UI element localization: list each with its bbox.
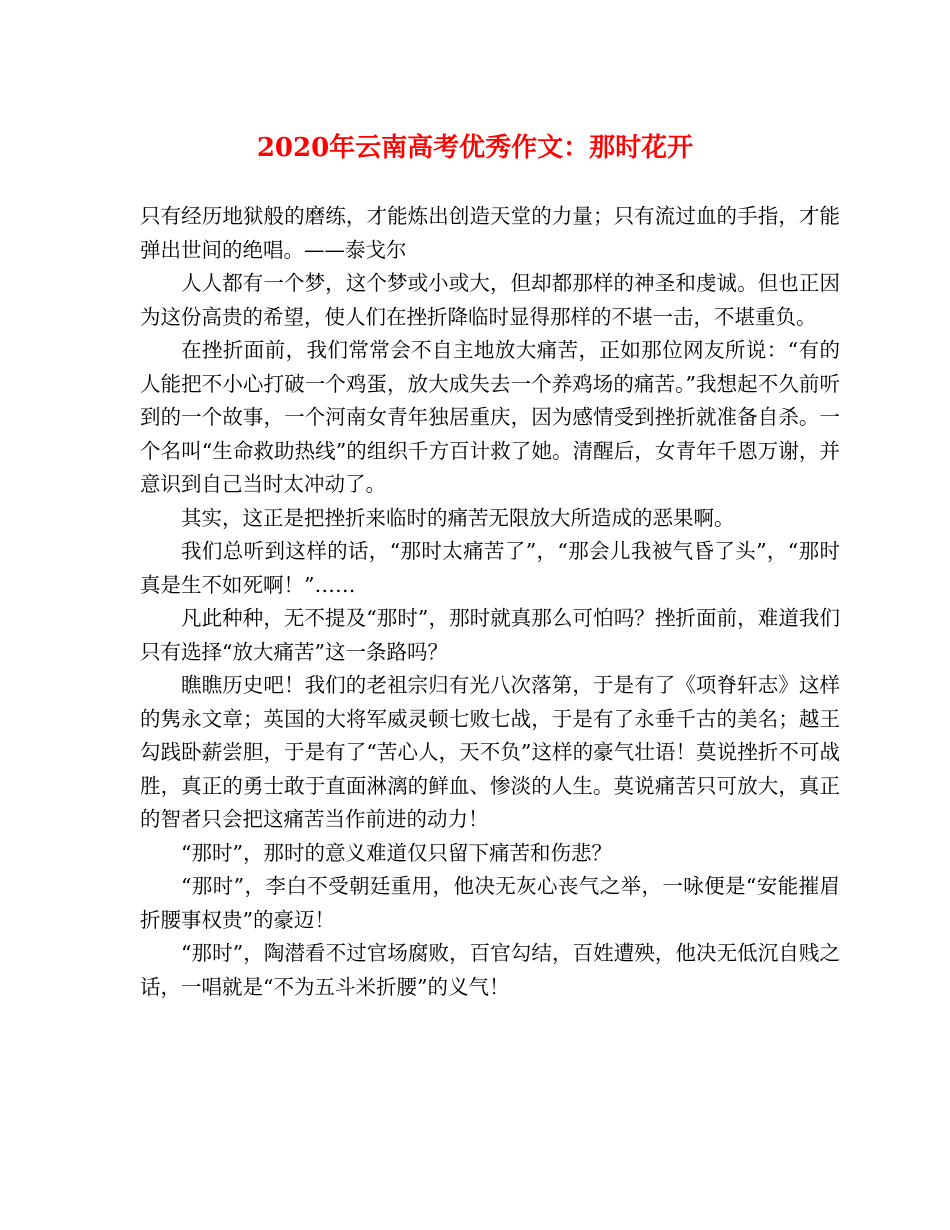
paragraph: 其实，这正是把挫折来临时的痛苦无限放大所造成的恶果啊。 [181,505,735,530]
paragraph: 凡此种种，无不提及“那时”，那时就真那么可怕吗？挫折面前，难道我们只有选择“放大痛苦”这一条路吗？ [140,606,840,664]
paragraph: 瞧瞧历史吧！我们的老祖宗归有光八次落第，于是有了《项脊轩志》这样的隽永文章；英国的大将军威灵顿七败七战，于是有了永垂千古的美名；越王勾践卧薪尝胆，于是有了“苦心人，天不负”这样的豪气壮语！莫说挫折不可战胜，真正的勇士敢于直面淋漓的鲜血、惨淡的人生。莫说痛苦只可放大，真正的智者只会把这痛苦当作前进的动力！ [140,673,840,831]
document-body [140,200,840,1004]
page-title: 2020年云南高考优秀作文：那时花开 [256,133,694,163]
paragraph: 人人都有一个梦，这个梦或小或大，但却都那样的神圣和虔诚。但也正因为这份高贵的希望，使人们在挫折降临时显得那样的不堪一击，不堪重负。 [140,271,840,329]
paragraph: 只有经历地狱般的磨练，才能炼出创造天堂的力量；只有流过血的手指，才能弹出世间的绝唱。——泰戈尔 [140,204,840,262]
paragraph: 我们总听到这样的话，“那时太痛苦了”，“那会儿我被气昏了头”，“那时真是生不如死啊！”…… [140,539,840,597]
paragraph: 在挫折面前，我们常常会不自主地放大痛苦，正如那位网友所说：“有的人能把不小心打破一个鸡蛋，放大成失去一个养鸡场的痛苦。”我想起不久前听到的一个故事，一个河南女青年独居重庆，因为感情受到挫折就准备自杀。一个名叫“生命救助热线”的组织千方百计救了她。清醒后，女青年千恩万谢，并意识到自己当时太冲动了。 [140,338,840,496]
paragraph: “那时”，那时的意义难道仅只留下痛苦和伤悲？ [181,840,612,865]
paragraph: “那时”，陶潜看不过官场腐败，百官勾结，百姓遭殃，他决无低沉自贱之话，一唱就是“不为五斗米折腰”的义气！ [140,941,840,999]
paragraph: “那时”，李白不受朝廷重用，他决无灰心丧气之举，一咏便是“安能摧眉折腰事权贵”的豪迈！ [140,874,840,932]
